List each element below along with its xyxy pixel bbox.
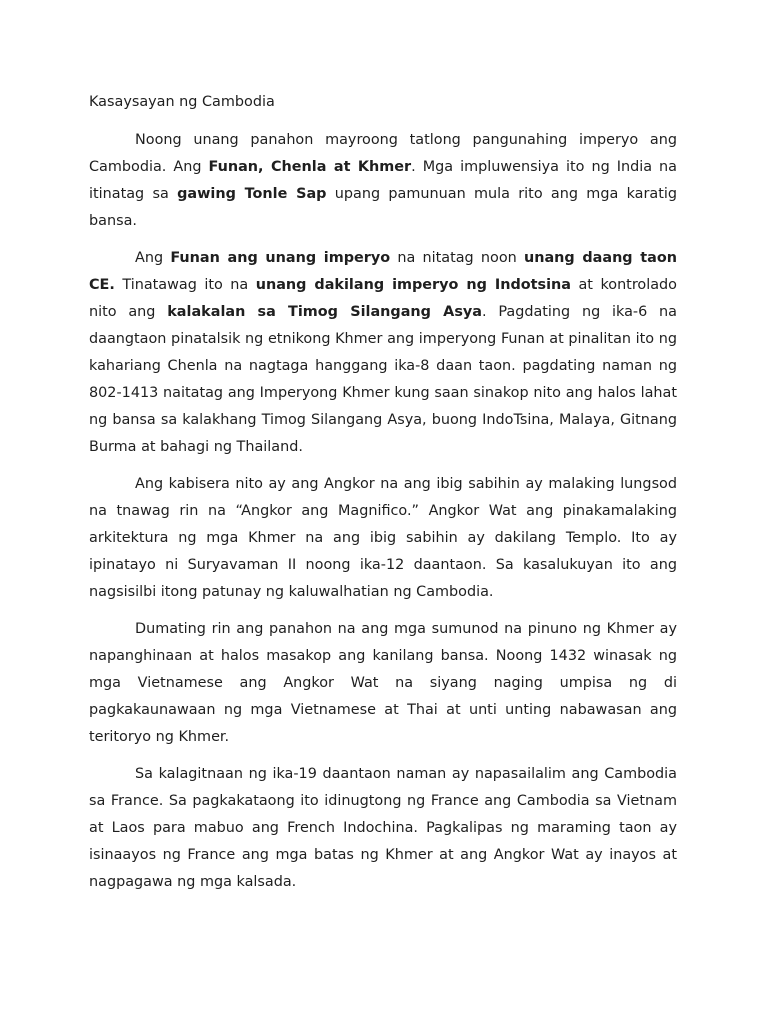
paragraph-2 — [89, 245, 677, 461]
text-run: Tinatawag ito na — [114, 277, 256, 293]
text-run: at kontrolado nito ang — [89, 277, 677, 320]
text-run: upang pamunuan mula rito ang mga karatig bansa. — [89, 186, 677, 229]
document-page — [89, 91, 677, 906]
text-run: Ang — [135, 250, 171, 266]
text-run: . Mga impluwensiya ito ng India na itinatag sa — [89, 159, 677, 202]
text-run: Sa kalagitnaan ng ika-19 daantaon naman ay napasailalim ang Cambodia sa France. Sa pagkakataong ito idinugtong ng France ang Cambodia sa Vietnam at Laos para mabuo ang French Indochina. Pagkalipas ng maraming taon ay isinaayos ng France ang mga batas ng Khmer at ang Angkor Wat ay inayos at nagpagawa ng mga kalsada. — [89, 766, 677, 890]
bold-phrase: kalakalan sa Timog Silangang Asya — [167, 304, 482, 320]
document-title: Kasaysayan ng Cambodia — [89, 94, 275, 110]
paragraph-3 — [89, 471, 677, 606]
text-run: Dumating rin ang panahon na ang mga sumunod na pinuno ng Khmer ay napanghinaan at halos masakop ang kanilang bansa. Noong 1432 winasak ng mga Vietnamese ang Angkor Wat na siyang naging umpisa ng di pagkakaunawaan ng mga Vietnamese at Thai at unti unting nabawasan ang teritoryo ng Khmer. — [89, 621, 677, 745]
document-body — [89, 127, 677, 896]
text-run: . Pagdating ng ika-6 na daangtaon pinatalsik ng etnikong Khmer ang imperyong Funan at pinalitan ito ng kahariang Chenla na nagtaga hanggang ika-8 daan taon. pagdating naman ng 802-1413 naitatag ang Imperyong Khmer kung saan sinakop nito ang halos lahat ng bansa sa kalakhang Timog Silangang Asya, buong IndoTsina, Malaya, Gitnang Burma at bahagi ng Thailand. — [89, 304, 677, 455]
text-run: Noong unang panahon mayroong tatlong pangunahing imperyo ang Cambodia. Ang — [89, 132, 677, 175]
bold-phrase: unang dakilang imperyo ng Indotsina — [255, 277, 571, 293]
paragraph-4 — [89, 616, 677, 751]
text-run: Ang kabisera nito ay ang Angkor na ang ibig sabihin ay malaking lungsod na tnawag rin na “Angkor ang Magnifico.” Angkor Wat ang pinakamalaking arkitektura ng mga Khmer na ang ibig sabihin ay dakilang Templo. Ito ay ipinatayo ni Suryavaman II noong ika-12 daantaon. Sa kasalukuyan ito ang nagsisilbi itong patunay ng kaluwalhatian ng Cambodia. — [89, 476, 677, 600]
paragraph-5 — [89, 761, 677, 896]
paragraph-1 — [89, 127, 677, 235]
bold-phrase: unang daang taon CE. — [89, 250, 677, 293]
bold-phrase: Funan ang unang imperyo — [170, 250, 391, 266]
text-run: na nitatag noon — [390, 250, 524, 266]
bold-phrase: Funan, Chenla at Khmer — [208, 159, 412, 175]
bold-phrase: gawing Tonle Sap — [177, 186, 327, 202]
